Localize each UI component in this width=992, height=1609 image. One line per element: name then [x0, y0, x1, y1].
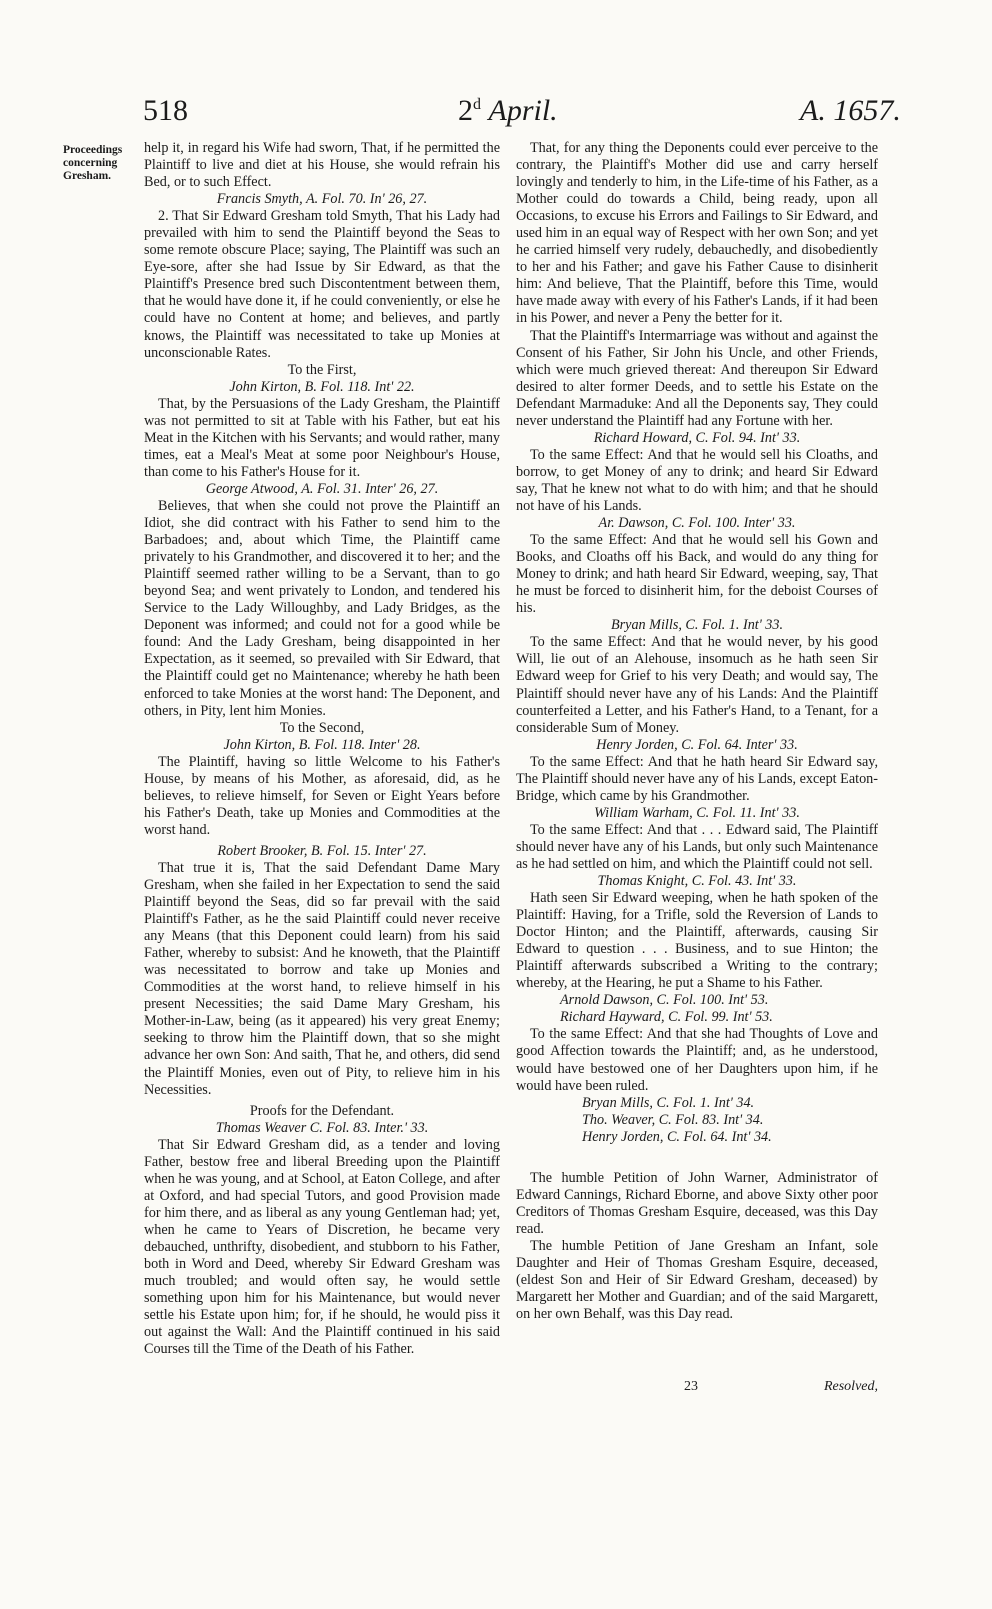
section-heading: To the Second,: [279, 719, 365, 736]
witness-line: John Kirton, B. Fol. 118. Inter' 28.: [223, 736, 421, 753]
section-heading: Proofs for the Defendant.: [249, 1102, 395, 1119]
paragraph: That, by the Persuasions of the Lady Gresham, the Plaintiff was not permitted to sit at Table with his Father, but eat his Meat in the Kitchen with his Servants; and would rather, many times, eat a Meal's Meat at some poor Neighbour's House, than come to his Father's House for it.: [144, 395, 501, 480]
witness-line: George Atwood, A. Fol. 31. Inter' 26, 27.: [205, 480, 439, 497]
page-footer: [516, 1379, 878, 1399]
witness-line: Arnold Dawson, C. Fol. 100. Int' 53.: [560, 992, 769, 1009]
witness-line: Henry Jorden, C. Fol. 64. Int' 34.: [582, 1128, 772, 1145]
witness-line: Bryan Mills, C. Fol. 1. Int' 33.: [610, 617, 784, 634]
paragraph: 2. That Sir Edward Gresham told Smyth, That his Lady had prevailed with him to send the Plaintiff beyond the Seas to some remote obscure Place; saying, The Plaintiff was such an Eye-sore, after she had Issue by Sir Edward, as that the Plaintiff's Presence bred such Discontentment between them, that he would have done it, if he could conveniently, or else he could have no Content at home; and believes, and partly knows, the Plaintiff was necessitated to take up Monies at unconscionable Rates.: [144, 208, 500, 361]
paragraph: The humble Petition of Jane Gresham an Infant, sole Daughter and Heir of Thomas Gresham Esquire, deceased, (eldest Son and Heir of Sir Edward Gresham, deceased) by Margarett her Mother and Guardian; and of the said Margarett, on her own Behalf, was this Day read.: [516, 1237, 878, 1323]
witness-line: Tho. Weaver, C. Fol. 83. Int' 34.: [582, 1111, 764, 1128]
paragraph: The humble Petition of John Warner, Administrator of Edward Cannings, Richard Eborne, and above Sixty other poor Creditors of Thomas Gresham Esquire, deceased, was this Day read.: [516, 1169, 878, 1237]
paragraph: To the same Effect: And that he would sell his Gown and Books, and Cloaths off his Back, and would do any thing for Money to drink; and hath heard Sir Edward, weeping, say, That he must be forced to disinherit him, for the deboist Courses of his.: [516, 532, 878, 617]
paragraph: The Plaintiff, having so little Welcome to his Father's House, by means of his Mother, as aforesaid, did, as he believes, to relieve himself, for Seven or Eight Years before his Father's Death, take up Monies and Commodities at the worst hand.: [144, 753, 500, 838]
witness-line: William Warham, C. Fol. 11. Int' 33.: [594, 804, 800, 821]
witness-line: Thomas Knight, C. Fol. 43. Int' 33.: [597, 873, 797, 890]
paragraph: Believes, that when she could not prove the Plaintiff an Idiot, she did contract with his Father to send him to the Barbadoes; and, about which Time, the Plaintiff came privately to his Grandmother, and discovered it to her; and the Plaintiff seemed rather willing to be a Servant, than to go beyond Sea; and went privately to London, and tendered his Service to the Lady Willoughby, and Lady Bridges, as the Deponent was informed; and could not for a good while be found: And the Lady Gresham, being disappointed in her Expectation, as it seemed, so prevailed with Sir Edward, that the Plaintiff could get no Maintenance; whereby he hath been enforced to take Monies at the worst hand: The Deponent, and others, in Pity, lent him Monies.: [144, 497, 500, 719]
page-number: 518: [143, 94, 188, 127]
left-column: [144, 140, 500, 1358]
witness-line: Thomas Weaver C. Fol. 83. Inter.' 33.: [215, 1119, 429, 1136]
paragraph: That Sir Edward Gresham did, as a tender and loving Father, bestow free and liberal Breeding upon the Plaintiff when he was young, and at School, at Eaton College, and after at Oxford, and had special Tutors, and good Provision made for him there, and as liberal as any young Gentleman had; yet, when he came to Years of Discretion, he became very debauched, unthrifty, disobedient, and stubborn to his Father, both in Word and Deed, whereby Sir Edward Gresham was much troubled; and would often say, he would settle something upon him for his Maintenance, but would never settle his Estate upon him; for, if he should, he would piss it out against the Wall: And the Plaintiff continued in his said Courses till the Time of the Death of his Father.: [144, 1136, 500, 1358]
paragraph: That the Plaintiff's Intermarriage was without and against the Consent of his Father, Sir John his Uncle, and other Friends, which were much grieved thereat: And thereupon Sir Edward desired to alter former Deeds, and to settle his Estate on the Defendant Marmaduke: And all the Deponents say, They could never understand the Plaintiff had any Fortune with her.: [516, 327, 878, 429]
witness-line: Henry Jorden, C. Fol. 64. Inter' 33.: [596, 736, 798, 753]
paragraph: To the same Effect: And that he would sell his Cloaths, and borrow, to get Money of any to drink; and heard Sir Edward say, That he knew not what to do with him; and that he should not have of his Lands.: [516, 446, 878, 514]
page-header: [0, 94, 992, 140]
date-sup: d: [473, 96, 481, 113]
date-month: April.: [488, 94, 558, 127]
date-day: 2: [458, 94, 473, 127]
witness-line: Bryan Mills, C. Fol. 1. Int' 34.: [582, 1094, 755, 1111]
right-column: [516, 140, 878, 1323]
margin-note: Proceedings concerning Gresham.: [63, 144, 123, 182]
paragraph: That, for any thing the Deponents could ever perceive to the contrary, the Plaintiff's Mother did use and carry herself lovingly and tenderly to him, in the Life-time of his Father, as a Mother could do towards a Child, being ready, upon all Occasions, to excuse his Errors and Failings to Sir Edward, and used him in an equal way of Respect with her own Son; and yet he carried himself very rudely, debauchedly, and disobediently to her and his Father; and gave his Father Cause to disinherit him: And believe, That the Plaintiff, before this Time, would have made away with every of his Father's Lands, if it had been in his Power, and never a Peny the better for it.: [516, 140, 878, 327]
paragraph: That true it is, That the said Defendant Dame Mary Gresham, when she failed in her Expectation to send the said Plaintiff beyond the Seas, did so far prevail with the said Plaintiff's Father, as he the said Plaintiff could never receive any Means (that this Deponent could learn) from his said Father, whereby to subsist: And he knoweth, that the Plaintiff was necessitated to borrow and take up Monies and Commodities at the worst hand, to relieve himself in his present Necessities; the said Dame Mary Gresham, his Mother-in-Law, being (as it appeared) his very great Enemy; seeking to throw him the Plaintiff down, that so she might advance her own Son: And saith, That he, and others, did send the Plaintiff Monies, even out of Pity, to relieve him in his Necessities.: [144, 859, 500, 1098]
witness-line: Richard Hayward, C. Fol. 99. Int' 53.: [560, 1009, 773, 1026]
paragraph: To the same Effect: And that she had Thoughts of Love and good Affection towards the Plaintiff; and, as he understood, would have bestowed one of her Daughters upon him, if he would have been ruled.: [516, 1026, 878, 1094]
witness-line: Richard Howard, C. Fol. 94. Int' 33.: [593, 429, 801, 446]
witness-line: Ar. Dawson, C. Fol. 100. Inter' 33.: [598, 515, 796, 532]
section-heading: To the First,: [287, 361, 357, 378]
paragraph: To the same Effect: And that he would never, by his good Will, lie out of an Alehouse, insomuch as he hath seen Sir Edward weep for Grief to his very Death; and would say, The Plaintiff should never have any of his Lands: And the Plaintiff counterfeited a Letter, and his Father's Hand, to a Tenant, for a considerable Sum of Money.: [516, 634, 878, 736]
paragraph: To the same Effect: And that . . . Edward said, The Plaintiff should never have any of his Lands, but only such Maintenance as he had settled on him, and which the Plaintiff could not sell.: [516, 821, 878, 872]
page-year: A. 1657.: [800, 94, 901, 127]
paragraph: Hath seen Sir Edward weeping, when he hath spoken of the Plaintiff: Having, for a Trifle, sold the Reversion of Lands to Doctor Hinton; and the Plaintiff, afterwards, causing Sir Edward to question . . . Business, and to sue Hinton; the Plaintiff afterwards subscribed a Writing to the contrary; whereby, at the Hearing, he put a Shame to his Father.: [516, 890, 878, 992]
page-date: [458, 94, 558, 128]
witness-line: Francis Smyth, A. Fol. 70. In' 26, 27.: [216, 191, 428, 208]
witness-line: John Kirton, B. Fol. 118. Int' 22.: [229, 378, 415, 395]
signature-mark: 23: [684, 1379, 698, 1394]
paragraph: help it, in regard his Wife had sworn, That, if he permitted the Plaintiff to live and diet at his House, she would refrain his Bed, or to such Effect.: [144, 140, 500, 191]
witness-line: Robert Brooker, B. Fol. 15. Inter' 27.: [217, 842, 427, 859]
catchword: Resolved,: [823, 1379, 878, 1394]
paragraph: To the same Effect: And that he hath heard Sir Edward say, The Plaintiff should never have any of his Lands, except Eaton-Bridge, which came by his Grandmother.: [516, 753, 878, 804]
